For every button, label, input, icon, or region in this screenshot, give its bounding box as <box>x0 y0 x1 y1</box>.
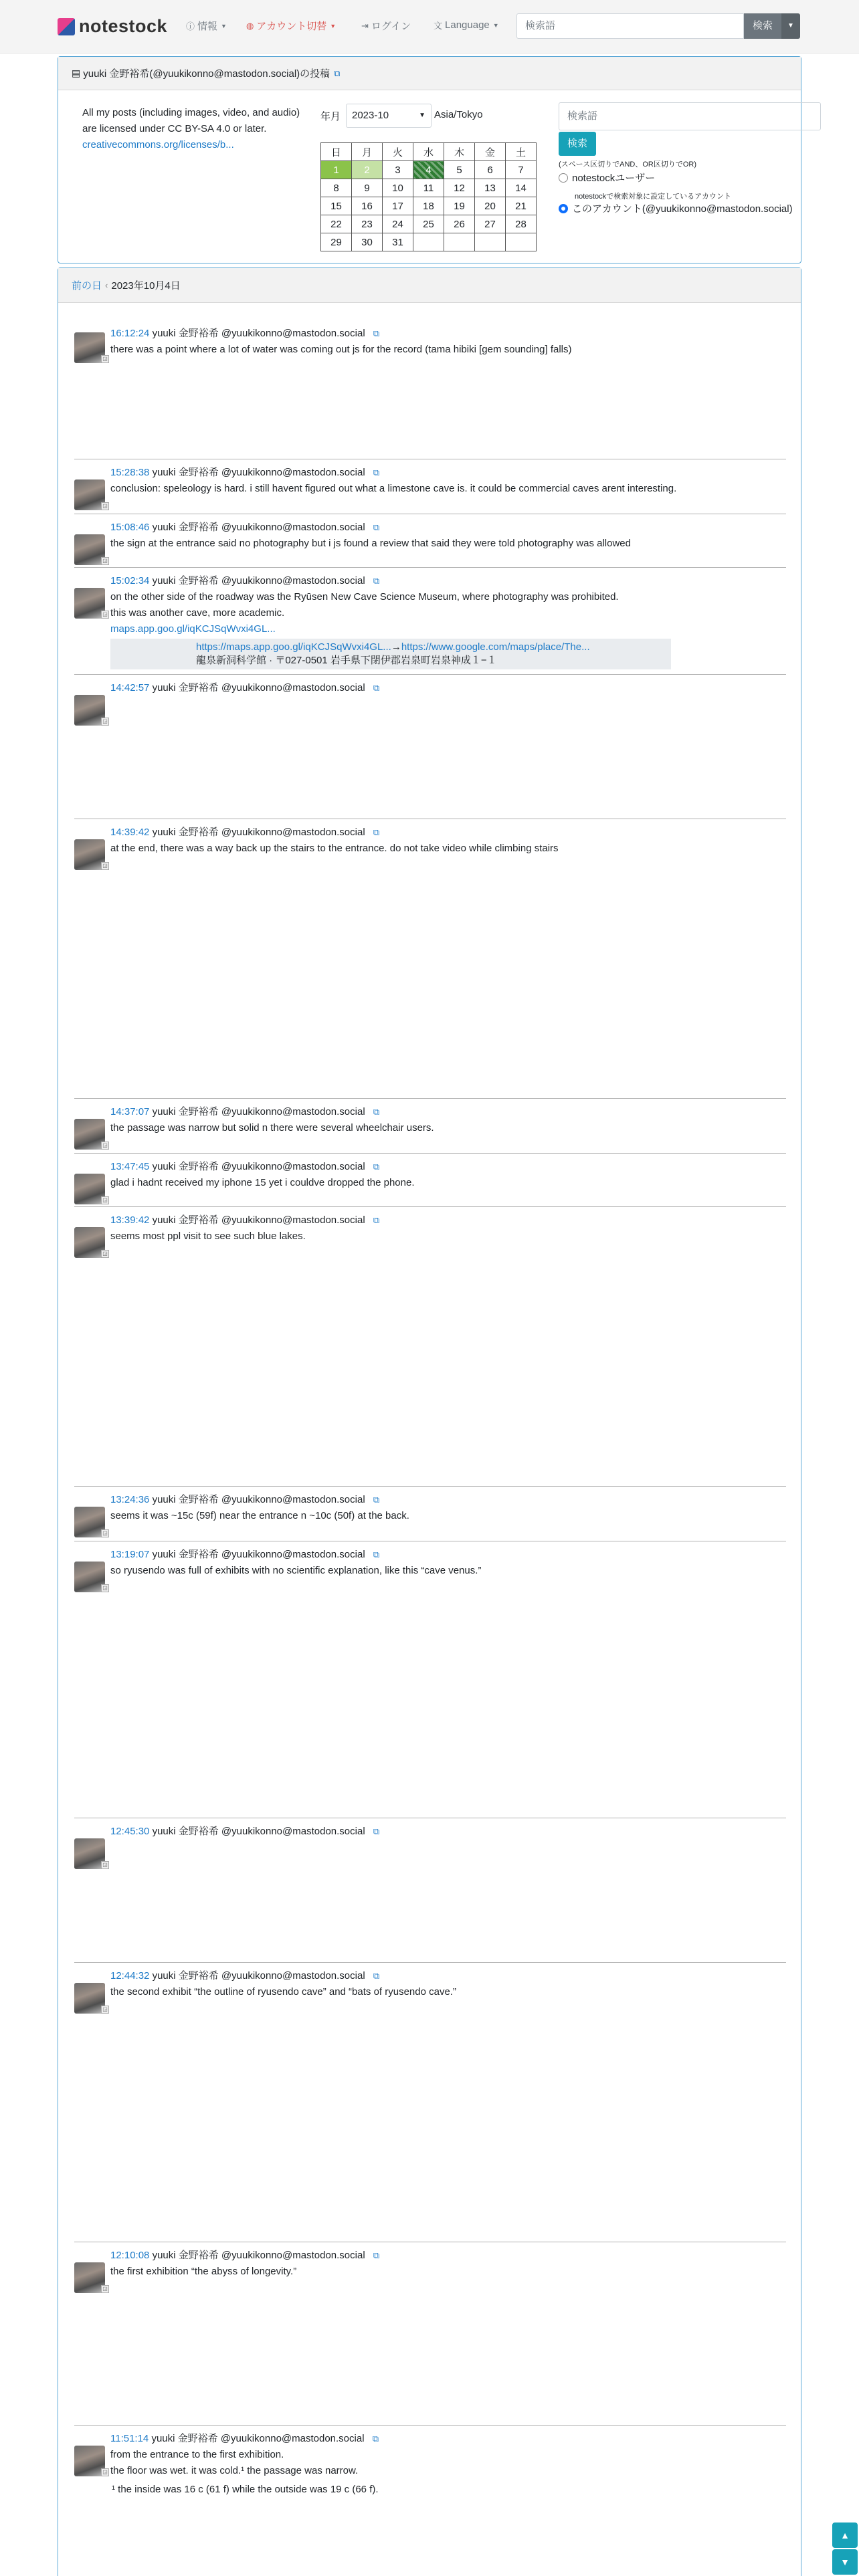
calendar-week <box>321 179 537 197</box>
post-body: the first exhibition “the abyss of longevity.” <box>110 2266 297 2277</box>
calendar-day-selected[interactable]: 4 <box>413 161 444 179</box>
post-body: the passage was narrow but solid n there were several wheelchair users. <box>110 1122 434 1134</box>
nav-login[interactable] <box>361 19 411 33</box>
navbar <box>0 0 859 53</box>
post <box>74 1818 786 1963</box>
timeline-card <box>58 267 801 2576</box>
post-timestamp[interactable]: 15:08:46 <box>110 522 150 533</box>
external-link-icon[interactable]: ⧉ <box>373 1971 380 1981</box>
post-body: seems most ppl visit to see such blue lakes. <box>110 1230 306 1242</box>
calendar-day <box>413 233 444 251</box>
calendar-day: 7 <box>506 161 537 179</box>
account-badge-icon: ◲ <box>101 1861 109 1869</box>
account-search-button[interactable]: 検索 <box>559 132 596 156</box>
post-meta <box>110 520 379 534</box>
account-badge-icon: ◲ <box>101 1196 109 1204</box>
calendar-day[interactable]: 2 <box>352 161 383 179</box>
post-link[interactable]: maps.app.goo.gl/iqKCJSqWvxi4GL... <box>110 623 276 635</box>
account-badge-icon: ◲ <box>101 862 109 870</box>
post-footnote: ¹ the inside was 16 c (61 f) while the outside was 19 c (66 f). <box>112 2484 379 2495</box>
post <box>74 2242 786 2426</box>
year-month-label: 年月 <box>320 111 341 122</box>
post-timestamp[interactable]: 11:51:14 <box>110 2433 149 2444</box>
calendar-day <box>506 233 537 251</box>
account-badge-icon: ◲ <box>101 502 109 510</box>
calendar-day: 8 <box>321 179 352 197</box>
post-timestamp[interactable]: 16:12:24 <box>110 328 150 339</box>
weekday-sun: 日 <box>321 143 352 161</box>
account-badge-icon: ◲ <box>101 611 109 619</box>
post-author: yuuki 金野裕希 @yuukikonno@mastodon.social <box>152 522 365 533</box>
external-link-icon[interactable]: ⧉ <box>373 1107 380 1117</box>
chevron-up-icon: ▲ <box>840 2530 850 2541</box>
post-author: yuuki 金野裕希 @yuukikonno@mastodon.social <box>152 682 365 693</box>
post-meta <box>110 1824 379 1838</box>
calendar-day: 18 <box>413 197 444 215</box>
post-timestamp[interactable]: 15:28:38 <box>110 467 150 478</box>
post <box>74 1487 786 1541</box>
nav-account-switch-label: アカウント切替 <box>256 21 327 32</box>
external-link-icon[interactable]: ⧉ <box>373 2250 380 2260</box>
post-body: the sign at the entrance said no photography but i js found a review that said they were told photography was allowed <box>110 538 631 549</box>
post-author: yuuki 金野裕希 @yuukikonno@mastodon.social <box>152 328 365 339</box>
calendar-week <box>321 161 537 179</box>
weekday-sat: 土 <box>506 143 537 161</box>
license-link[interactable]: creativecommons.org/licenses/b... <box>82 139 234 150</box>
post-author: yuuki 金野裕希 @yuukikonno@mastodon.social <box>152 575 365 586</box>
search-input[interactable]: 検索語 <box>516 13 744 39</box>
chevron-down-icon: ▼ <box>840 2557 850 2567</box>
external-link-icon[interactable]: ⧉ <box>373 1826 380 1836</box>
weekday-mon: 月 <box>352 143 383 161</box>
timezone-label: Asia/Tokyo <box>434 109 483 120</box>
search-options-dropdown[interactable]: ▼ <box>781 13 800 39</box>
weekday-thu: 木 <box>444 143 475 161</box>
post-timestamp[interactable]: 13:19:07 <box>110 1549 150 1560</box>
account-badge-icon: ◲ <box>101 1584 109 1592</box>
radio-notestock-sub: notestockで検索対象に設定しているアカウント <box>575 193 731 201</box>
post-author: yuuki 金野裕希 @yuukikonno@mastodon.social <box>152 1549 365 1560</box>
calendar-day: 9 <box>352 179 383 197</box>
calendar-day: 22 <box>321 215 352 233</box>
post-meta <box>110 465 379 479</box>
post-meta <box>110 326 379 340</box>
calendar-day: 6 <box>475 161 506 179</box>
post-author: yuuki 金野裕希 @yuukikonno@mastodon.social <box>152 1214 365 1226</box>
post-meta <box>110 1547 379 1561</box>
nav-account-switch[interactable] <box>246 19 336 33</box>
post-meta <box>110 2248 379 2262</box>
post <box>74 1154 786 1207</box>
link-preview-address: 龍泉新洞科学館 · 〒027-0501 岩手県下閉伊郡岩泉町岩泉神成１−１ <box>196 655 497 666</box>
calendar-weekdays <box>321 143 537 161</box>
calendar-day <box>475 233 506 251</box>
timeline-date: 2023年10月4日 <box>111 280 181 292</box>
calendar-day: 23 <box>352 215 383 233</box>
calendar-day: 12 <box>444 179 475 197</box>
post-meta <box>110 573 379 587</box>
post-author: yuuki 金野裕希 @yuukikonno@mastodon.social <box>152 1161 365 1172</box>
post <box>74 819 786 1099</box>
external-link-icon[interactable]: ⧉ <box>373 576 380 586</box>
notestock-logo-icon <box>58 18 75 35</box>
post-meta <box>110 825 379 839</box>
account-badge-icon: ◲ <box>101 718 109 726</box>
account-badge-icon: ◲ <box>101 1529 109 1537</box>
post-timestamp[interactable]: 13:39:42 <box>110 1214 150 1226</box>
weekday-tue: 火 <box>383 143 413 161</box>
post-meta <box>110 1492 379 1506</box>
calendar-day: 29 <box>321 233 352 251</box>
profile-card-header <box>58 57 801 90</box>
timeline-header <box>58 268 801 303</box>
scroll-down-button[interactable] <box>832 2549 858 2575</box>
document-icon: ▤ <box>72 68 81 78</box>
post-body: at the end, there was a way back up the stairs to the entrance. do not take video while climbing stairs <box>110 843 559 854</box>
search-note: (スペース区切りでAND、OR区切りでOR) <box>559 160 696 169</box>
login-icon: ⇥ <box>361 20 369 31</box>
post-body: so ryusendo was full of exhibits with no scientific explanation, like this “cave venus.” <box>110 1565 482 1576</box>
page-title: yuuki 金野裕希(@yuukikonno@mastodon.social)の投稿 <box>83 68 330 80</box>
calendar-day: 10 <box>383 179 413 197</box>
weekday-wed: 水 <box>413 143 444 161</box>
account-badge-icon: ◲ <box>101 2468 109 2476</box>
license-text <box>82 105 303 153</box>
post-body <box>110 589 779 637</box>
post <box>74 514 786 568</box>
radio-this-label: このアカウント(@yuukikonno@mastodon.social) <box>572 203 793 215</box>
post <box>74 2426 786 2573</box>
post-meta <box>110 1159 379 1173</box>
calendar-day: 3 <box>383 161 413 179</box>
post-author: yuuki 金野裕希 @yuukikonno@mastodon.social <box>152 1826 365 1837</box>
radio-notestock-label: notestockユーザー <box>572 173 656 184</box>
nav-language[interactable] <box>434 19 499 31</box>
brand[interactable] <box>58 16 167 37</box>
external-link-icon[interactable]: ⧉ <box>373 467 380 477</box>
arrow-right-icon: → <box>391 641 401 653</box>
post-author: yuuki 金野裕希 @yuukikonno@mastodon.social <box>151 2433 365 2444</box>
post-timestamp[interactable]: 14:39:42 <box>110 827 150 838</box>
external-link-icon[interactable]: ⧉ <box>373 1162 380 1172</box>
link-preview-from[interactable]: https://maps.app.goo.gl/iqKCJSqWvxi4GL... <box>196 641 391 653</box>
calendar-day: 15 <box>321 197 352 215</box>
calendar-day: 11 <box>413 179 444 197</box>
calendar-day[interactable]: 1 <box>321 161 352 179</box>
post-author: yuuki 金野裕希 @yuukikonno@mastodon.social <box>152 1106 365 1117</box>
year-month-select[interactable] <box>346 104 432 128</box>
post <box>74 1099 786 1154</box>
post-timestamp[interactable]: 14:42:57 <box>110 682 150 693</box>
post-author: yuuki 金野裕希 @yuukikonno@mastodon.social <box>152 1494 365 1505</box>
radio-notestock-users[interactable] <box>559 171 655 185</box>
post-body: seems it was ~15c (59f) near the entrance n ~10c (50f) at the back. <box>110 1510 409 1521</box>
external-link-icon[interactable]: ⧉ <box>373 683 380 693</box>
post-text: the floor was wet. it was cold.¹ the passage was narrow. <box>110 2465 359 2476</box>
external-link-icon[interactable]: ⧉ <box>373 1215 380 1225</box>
post <box>74 1963 786 2242</box>
radio-button-checked[interactable] <box>559 204 568 213</box>
calendar-day: 30 <box>352 233 383 251</box>
calendar-day: 24 <box>383 215 413 233</box>
radio-this-account[interactable] <box>559 201 793 215</box>
brand-text: notestock <box>79 16 168 36</box>
license-text-body: All my posts (including images, video, and audio) are licensed under CC BY-SA 4.0 or later. <box>82 107 300 134</box>
post <box>74 1207 786 1487</box>
account-badge-icon: ◲ <box>101 355 109 363</box>
chevron-left-icon: ‹ <box>105 280 108 290</box>
post-meta <box>110 1968 379 1982</box>
post <box>74 459 786 514</box>
calendar-day: 28 <box>506 215 537 233</box>
language-icon: 文 <box>434 21 443 31</box>
post-timestamp[interactable]: 12:45:30 <box>110 1826 150 1837</box>
weekday-fri: 金 <box>475 143 506 161</box>
info-icon: ⓘ <box>186 21 195 31</box>
globe-icon: ◍ <box>246 20 254 31</box>
post-text: this was another cave, more academic. <box>110 607 285 619</box>
calendar-day: 20 <box>475 197 506 215</box>
post-meta <box>110 680 379 694</box>
calendar-week <box>321 233 537 251</box>
account-search-input[interactable]: 検索語 <box>559 102 821 130</box>
calendar-day: 13 <box>475 179 506 197</box>
post-meta <box>110 1104 379 1118</box>
post-body <box>110 2447 779 2498</box>
post-timestamp[interactable]: 13:24:36 <box>110 1494 150 1505</box>
chevron-down-icon: ▼ <box>419 112 425 119</box>
year-month-value: 2023-10 <box>352 110 389 121</box>
post-author: yuuki 金野裕希 @yuukikonno@mastodon.social <box>152 1970 365 1981</box>
post-author: yuuki 金野裕希 @yuukikonno@mastodon.social <box>152 827 365 838</box>
external-link-icon[interactable]: ⧉ <box>373 827 380 837</box>
calendar-day: 31 <box>383 233 413 251</box>
post-timestamp[interactable]: 12:44:32 <box>110 1970 150 1981</box>
external-link-icon[interactable]: ⧉ <box>373 328 380 338</box>
post-meta <box>110 1212 379 1226</box>
calendar-day: 25 <box>413 215 444 233</box>
nav-info[interactable] <box>186 19 227 33</box>
account-badge-icon: ◲ <box>101 1250 109 1258</box>
search-button[interactable]: 検索 <box>744 13 781 39</box>
profile-card <box>58 56 801 263</box>
post-meta <box>110 2431 379 2445</box>
link-preview-to[interactable]: https://www.google.com/maps/place/The... <box>401 641 590 653</box>
calendar-day: 27 <box>475 215 506 233</box>
account-badge-icon: ◲ <box>101 2285 109 2293</box>
post-timestamp[interactable]: 14:37:07 <box>110 1106 150 1117</box>
external-link-icon[interactable]: ⧉ <box>373 1549 380 1560</box>
post <box>74 320 786 459</box>
nav-login-label: ログイン <box>371 21 411 32</box>
post-text: from the entrance to the first exhibition. <box>110 2449 284 2460</box>
external-link-icon[interactable]: ⧉ <box>372 2434 379 2444</box>
calendar-day: 5 <box>444 161 475 179</box>
nav-language-label: Language <box>445 19 490 31</box>
chevron-down-icon: ▼ <box>492 21 499 29</box>
calendar-week <box>321 215 537 233</box>
nav-info-label: 情報 <box>197 21 218 32</box>
post <box>74 568 786 675</box>
account-badge-icon: ◲ <box>101 1142 109 1150</box>
calendar-day: 16 <box>352 197 383 215</box>
scroll-up-button[interactable] <box>832 2523 858 2548</box>
calendar-day <box>444 233 475 251</box>
post-text: on the other side of the roadway was the Ryūsen New Cave Science Museum, where photography was prohibited. <box>110 591 619 603</box>
post-author: yuuki 金野裕希 @yuukikonno@mastodon.social <box>152 2250 365 2261</box>
post <box>74 675 786 819</box>
account-badge-icon: ◲ <box>101 557 109 565</box>
calendar-day: 17 <box>383 197 413 215</box>
post-body: the second exhibit “the outline of ryusendo cave” and “bats of ryusendo cave.” <box>110 1986 456 1998</box>
post-timestamp[interactable]: 13:47:45 <box>110 1161 150 1172</box>
external-link-icon[interactable]: ⧉ <box>373 522 380 532</box>
chevron-down-icon: ▼ <box>330 22 337 29</box>
chevron-down-icon: ▼ <box>221 22 227 29</box>
post-body: there was a point where a lot of water was coming out js for the record (tama hibiki [gem sounding] falls) <box>110 344 572 355</box>
calendar-day: 14 <box>506 179 537 197</box>
external-link-icon[interactable]: ⧉ <box>334 68 341 78</box>
post <box>74 1541 786 1818</box>
post-body: glad i hadnt received my iphone 15 yet i couldve dropped the phone. <box>110 1177 415 1188</box>
calendar-week <box>321 197 537 215</box>
calendar-day: 19 <box>444 197 475 215</box>
prev-day-link[interactable]: 前の日 <box>72 280 102 292</box>
post-timestamp[interactable]: 12:10:08 <box>110 2250 150 2261</box>
external-link-icon[interactable]: ⧉ <box>373 1495 380 1505</box>
radio-button[interactable] <box>559 173 568 183</box>
post-author: yuuki 金野裕希 @yuukikonno@mastodon.social <box>152 467 365 478</box>
calendar-day: 21 <box>506 197 537 215</box>
link-preview-card[interactable] <box>110 639 671 669</box>
calendar-day: 26 <box>444 215 475 233</box>
calendar <box>320 142 537 251</box>
post-body: conclusion: speleology is hard. i still havent figured out what a limestone cave is. it could be commercial caves arent interesting. <box>110 483 677 494</box>
account-badge-icon: ◲ <box>101 2006 109 2014</box>
post-timestamp[interactable]: 15:02:34 <box>110 575 150 586</box>
